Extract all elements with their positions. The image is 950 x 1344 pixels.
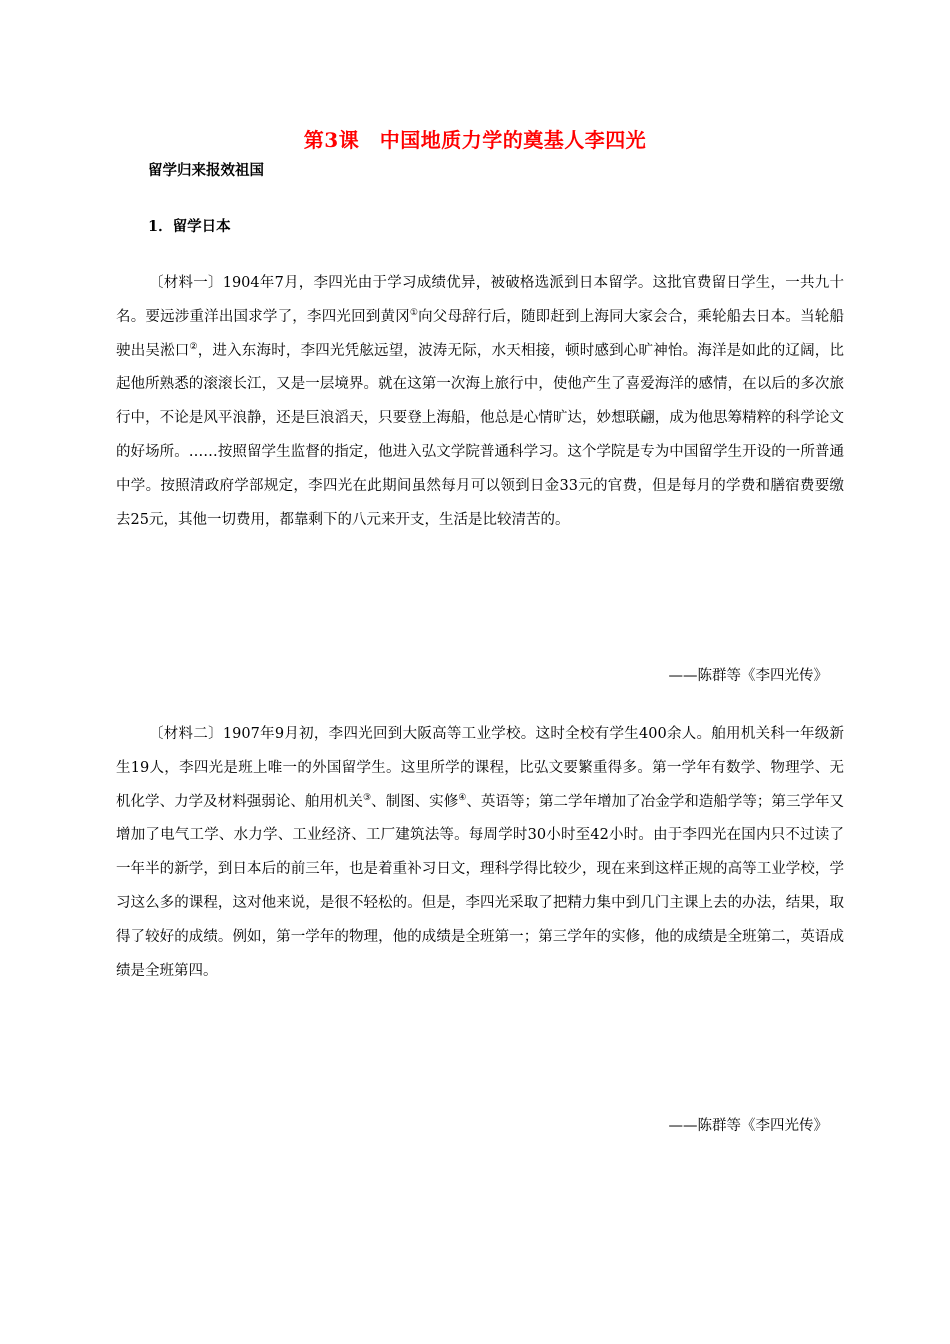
- material-two-text-1: 1907年9月初，李四光回到大阪高等工业学校。这时全校有学生400余人。舶用机关科一年级新生19人，李四光是班上唯一的外国留学生。这里所学的课程，比弘文要繁重得多。第一学年有数学、物理学、无机化学、力学及材料强弱论、舶用机关: [116, 726, 844, 810]
- footnote-marker-1: ①: [409, 307, 419, 318]
- material-two-label: 〔材料二〕: [149, 726, 223, 742]
- material-one-text-1: 1904年7月，李四光由于学习成绩优异，被破格选派到日本留学。这批官费留日学生，一共九十名。要远涉重洋出国求学了，李四光回到黄冈: [116, 275, 845, 325]
- material-one-source: ——陈群等《李四光传》: [668, 668, 828, 684]
- material-two-text-2: 、制图、实修: [371, 793, 459, 810]
- footnote-marker-3: ③: [362, 792, 372, 803]
- footnote-marker-4: ④: [458, 792, 467, 803]
- material-one-label: 〔材料一〕: [149, 275, 223, 291]
- section-heading: 留学归来报效祖国: [148, 162, 264, 179]
- subsection-heading: 1．留学日本: [148, 218, 231, 235]
- lesson-title: 第3课 中国地质力学的奠基人李四光: [303, 128, 647, 152]
- material-one-text-2: 向父母辞行后，随即赶到上海同大家会合，乘轮船去日本。当轮船驶出吴淞口: [116, 308, 844, 359]
- material-two-paragraph: [116, 718, 844, 988]
- material-one-text-3: ，进入东海时，李四光凭舷远望，波涛无际，水天相接，顿时感到心旷神怡。海洋是如此的辽阔，比起他所熟悉的滚滚长江，又是一层境界。就在这第一次海上旅行中，使他产生了喜爱海洋的感情，在以后的多次旅行中，不论是风平浪静，还是巨浪滔天，只要登上海船，他总是心情旷达，妙想联翩，成为他思筹精粹的科学论文的好场所。……按照留学生监督的指定，他进入弘文学院普通科学习。这个学院是专为中国留学生开设的一所普通中学。按照清政府学部规定，李四光在此期间虽然每月可以领到日金33元的官费，但是每月的学费和膳宿费要缴去25元，其他一切费用，都靠剩下的八元来开支，生活是比较清苦的。: [116, 342, 844, 528]
- footnote-marker-2: ②: [189, 341, 198, 352]
- material-two-text-3: 、英语等；第二学年增加了冶金学和造船学等；第三学年又增加了电气工学、水力学、工业经济、工厂建筑法等。每周学时30小时至42小时。由于李四光在国内只不过读了一年半的新学，到日本后的前三年，也是着重补习日文，理科学得比较少，现在来到这样正规的高等工业学校，学习这么多的课程，这对他来说，是很不轻松的。但是，李四光采取了把精力集中到几门主课上去的办法，结果，取得了较好的成绩。例如，第一学年的物理，他的成绩是全班第一；第三学年的实修，他的成绩是全班第二，英语成绩是全班第四。: [116, 793, 845, 979]
- material-one-paragraph: [116, 267, 844, 537]
- material-two-source: ——陈群等《李四光传》: [668, 1118, 828, 1134]
